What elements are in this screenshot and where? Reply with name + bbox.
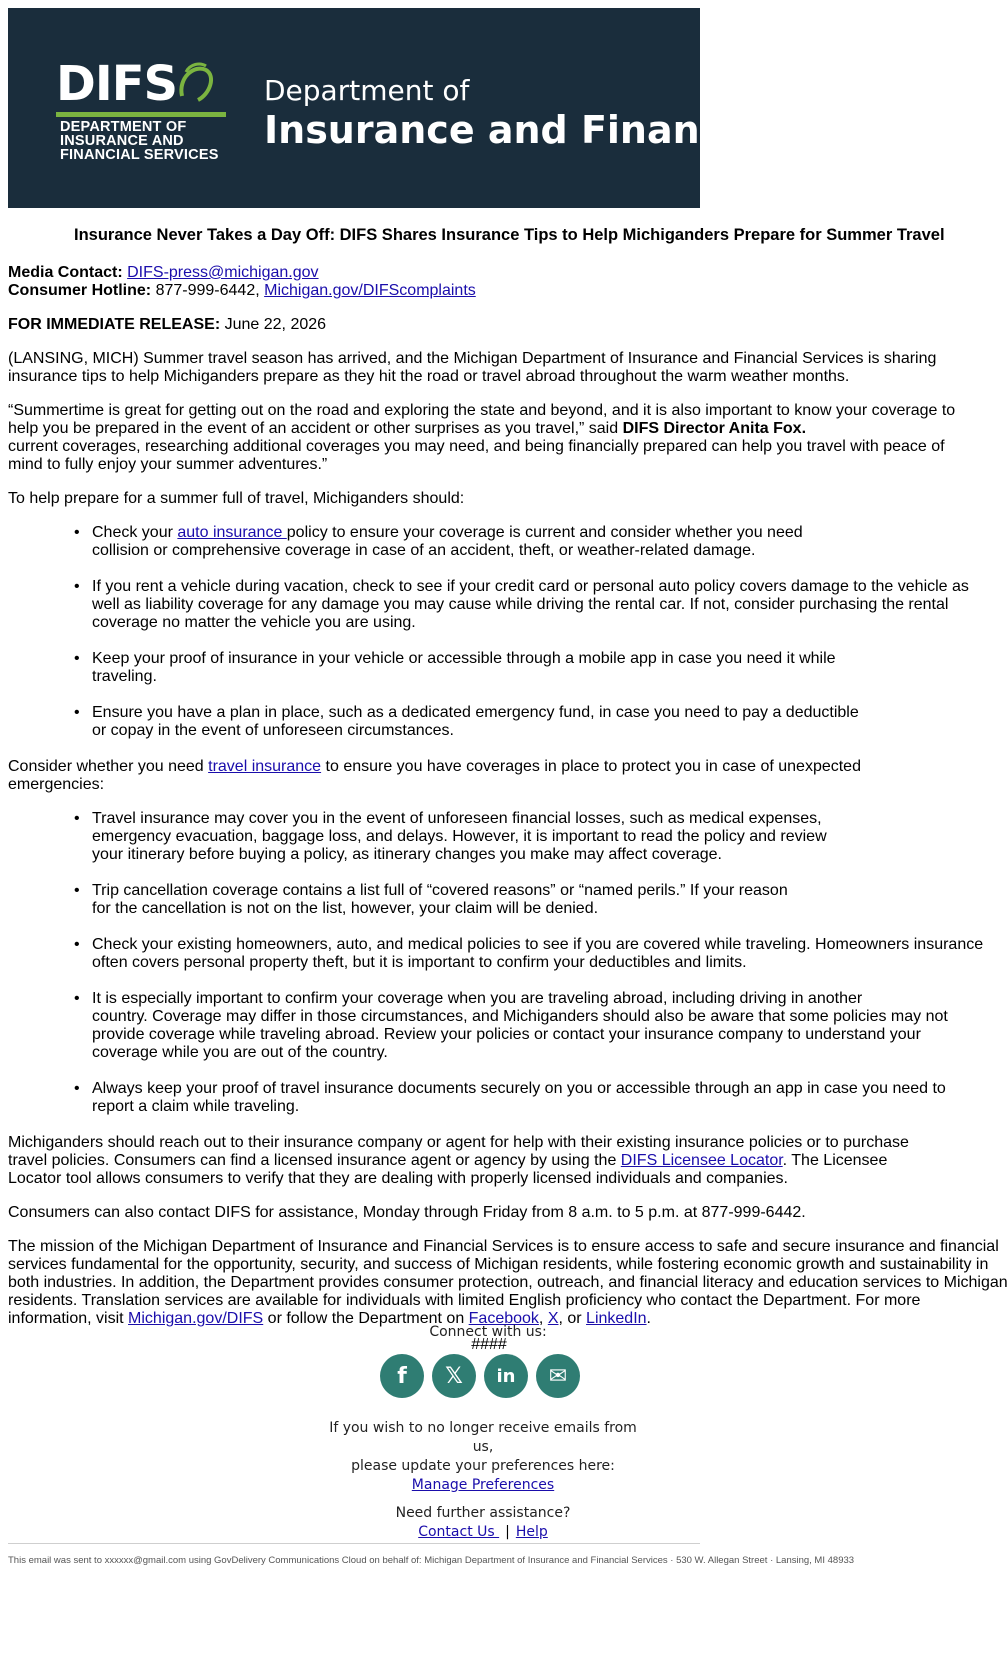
- difs-website-link[interactable]: Michigan.gov/DIFS: [128, 1310, 264, 1327]
- list-item: • Travel insurance may cover you in the event of unforeseen financial losses, such as medical expenses, emergency evacuation, baggage loss, and delays. However, it is important to read the policy and review your itinerary before buying a policy, as itinerary changes you make may affect coverage.: [92, 810, 700, 864]
- list-item: • If you rent a vehicle during vacation, check to see if your credit card or personal auto policy covers damage to the vehicle as well as liability coverage for any damage you may cause while driving the rental car. If not, consider purchasing the rental coverage no matter the vehicle you are using.: [92, 578, 700, 632]
- linkedin-link[interactable]: LinkedIn: [586, 1310, 647, 1327]
- director-quote: “Summertime is great for getting out on the road and exploring the state and beyond, and it is also important to know your coverage to help you be prepared in the event of an accident or other surprises as you travel,” said DIFS Director Anita Fox. current coverages, researching additional coverages you may need, and being financially prepared can help you travel with peace of mind to fully enjoy your summer adventures.”: [8, 402, 956, 473]
- x-link[interactable]: X: [547, 1310, 559, 1327]
- header-banner: [8, 8, 968, 208]
- list-item: • It is especially important to confirm your coverage when you are traveling abroad, including driving in another country. Coverage may differ in those circumstances, and Michiganders should also be aware that some policies may not provide coverage while traveling abroad. Review your policies or contact your insurance company to understand your coverage while you are out of the country.: [92, 990, 700, 1062]
- list-item: • Ensure you have a plan in place, such as a dedicated emergency fund, in case you need to pay a deductible or copay in the event of unforeseen circumstances.: [92, 704, 700, 740]
- release-date: FOR IMMEDIATE RELEASE: June 22, 2026: [8, 316, 327, 333]
- assistance-paragraph: Consumers can also contact DIFS for assistance, Monday through Friday from 8 a.m. to 5 p.m. at 877-999-6442.: [8, 1204, 806, 1221]
- social-icons: [380, 1354, 600, 1404]
- banner-title-line2: Insurance and Financial Services: [264, 108, 968, 152]
- press-release-body: [8, 214, 1008, 1354]
- list-item: • Check your auto insurance policy to ensure your coverage is current and consider whether you need collision or comprehensive coverage in case of an accident, theft, or weather-related damage.: [92, 524, 700, 560]
- list-item: • Always keep your proof of travel insurance documents securely on you or accessible through an app in case you need to report a claim while traveling.: [92, 1080, 700, 1116]
- travel-insurance-link[interactable]: travel insurance: [208, 758, 322, 775]
- email-icon[interactable]: ✉: [536, 1354, 580, 1398]
- complaints-link[interactable]: Michigan.gov/DIFScomplaints: [264, 282, 476, 299]
- auto-tips-list: [8, 524, 969, 740]
- manage-preferences-link[interactable]: Manage Preferences: [411, 1477, 555, 1493]
- intro-paragraph: (LANSING, MICH) Summer travel season has arrived, and the Michigan Department of Insurance and Financial Services is sharing insurance tips to help Michiganders prepare as they hit the road or travel abroad throughout the warm weather months.: [8, 350, 937, 385]
- licensee-locator-link[interactable]: DIFS Licensee Locator: [620, 1152, 783, 1169]
- end-marker: ####: [471, 1336, 507, 1353]
- sent-notice: This email was sent to xxxxxx@gmail.com using GovDelivery Communications Cloud on behalf of: Michigan Department of Insurance and Financial Services · 530 W. Allegan Street · Lansing, MI 48933: [8, 1555, 855, 1566]
- travel-insurance-paragraph: Consider whether you need travel insurance to ensure you have coverages in place to protect you in case of unexpected emergencies:: [8, 758, 861, 793]
- linkedin-icon[interactable]: in: [484, 1354, 528, 1398]
- mission-paragraph: The mission of the Michigan Department of Insurance and Financial Services is to ensure access to safe and secure insurance and financial services fundamental for the opportunity, security, and success of Michigan residents, while fostering economic growth and sustainability in both industries. In addition, the Department provides consumer protection, outreach, and financial literacy and education services to Michigan residents. Translation services are available for individuals with limited English proficiency who contact the Department. For more information, visit Michigan.gov/DIFS or follow the Department on Facebook, X, or LinkedIn.: [8, 1238, 1008, 1327]
- connect-label: Connect with us:: [429, 1324, 547, 1340]
- headline: Insurance Never Takes a Day Off: DIFS Shares Insurance Tips to Help Michiganders Prepare for Summer Travel: [74, 226, 945, 244]
- list-intro: To help prepare for a summer full of travel, Michiganders should:: [8, 490, 465, 507]
- list-item: • Trip cancellation coverage contains a list full of “covered reasons” or “named perils.” If your reason for the cancellation is not on the list, however, your claim will be denied.: [92, 882, 700, 918]
- help-link[interactable]: Help: [515, 1524, 548, 1540]
- facebook-icon[interactable]: f: [380, 1354, 424, 1398]
- auto-insurance-link[interactable]: auto insurance: [177, 524, 287, 541]
- media-email-link[interactable]: DIFS-press@michigan.gov: [127, 264, 319, 281]
- agents-paragraph: Michiganders should reach out to their insurance company or agent for help with their existing insurance policies or to purchase travel policies. Consumers can find a licensed insurance agent or agency by using the DIFS Licensee Locator. The Licensee Locator tool allows consumers to verify that they are dealing with properly licensed individuals and companies.: [8, 1134, 909, 1187]
- travel-tips-list: [8, 810, 984, 1116]
- contact-block: Media Contact: DIFS-press@michigan.gov Consumer Hotline: 877-999-6442, Michigan.gov/DIFScomplaints: [8, 264, 476, 299]
- facebook-link[interactable]: Facebook: [468, 1310, 539, 1327]
- preferences-block: If you wish to no longer receive emails from us, please update your preferences here: Manage Preferences: [329, 1420, 637, 1493]
- difs-logo-text: DIFS: [56, 56, 178, 112]
- contact-us-link[interactable]: Contact Us: [418, 1524, 500, 1540]
- footer-divider: [8, 1543, 700, 1544]
- list-item: • Check your existing homeowners, auto, and medical policies to see if you are covered while traveling. Homeowners insurance often covers personal property theft, but it is important to confirm your deductibles and limits.: [92, 936, 700, 972]
- help-block: Need further assistance? Contact Us | Help: [395, 1505, 571, 1540]
- logo-subtitle: DEPARTMENT OF INSURANCE AND FINANCIAL SERVICES: [60, 119, 219, 163]
- logo-underline: [56, 112, 226, 117]
- list-item: • Keep your proof of insurance in your vehicle or accessible through a mobile app in case you need it while traveling.: [92, 650, 700, 686]
- x-icon[interactable]: 𝕏: [432, 1354, 476, 1398]
- banner-title-line1: Department of: [264, 74, 470, 107]
- difs-logo-swoosh-icon: [176, 60, 216, 112]
- page: [8, 8, 1008, 1660]
